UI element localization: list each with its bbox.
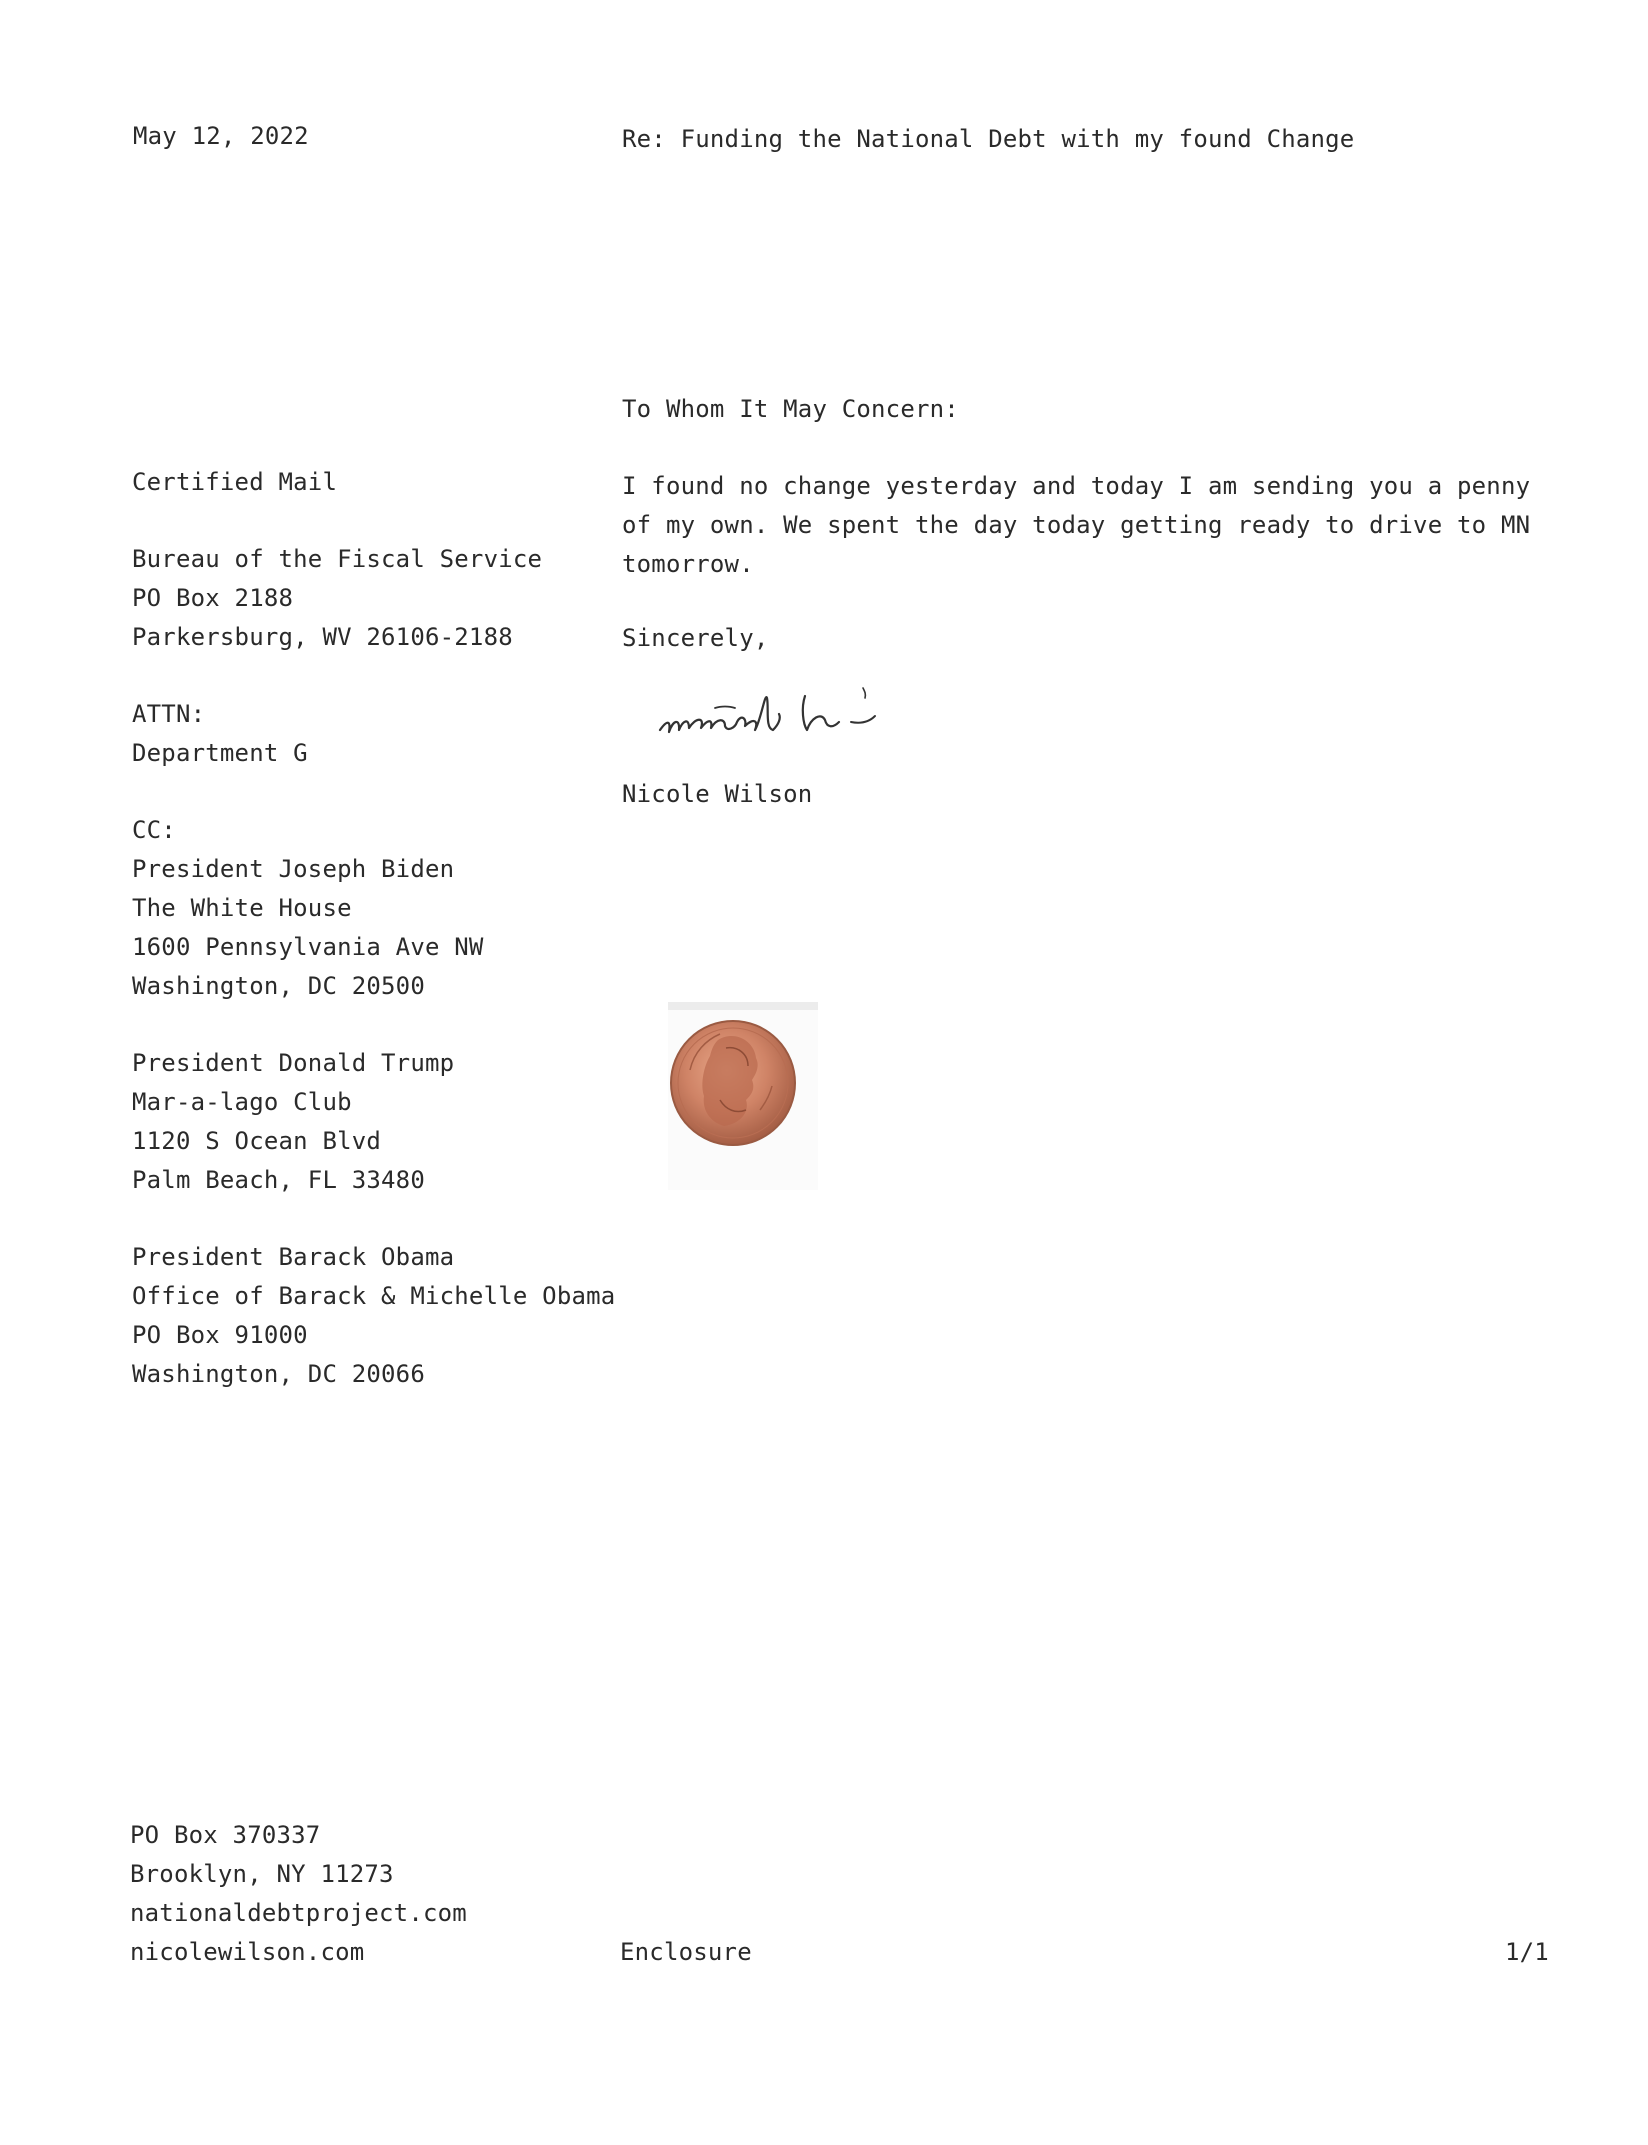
address-line: PO Box 2188 bbox=[132, 584, 294, 612]
penny-icon bbox=[660, 1000, 830, 1195]
cc-line: 1120 S Ocean Blvd bbox=[132, 1127, 382, 1155]
cc-line: Washington, DC 20066 bbox=[132, 1360, 425, 1388]
cc-recipient bbox=[132, 1238, 615, 1394]
signature-icon bbox=[655, 668, 985, 768]
cc-recipient bbox=[132, 850, 615, 1006]
salutation: To Whom It May Concern: bbox=[622, 395, 959, 423]
letter-date: May 12, 2022 bbox=[133, 122, 309, 150]
body-line: tomorrow. bbox=[622, 550, 754, 578]
letter-body bbox=[622, 467, 1530, 584]
enclosure-label: Enclosure bbox=[620, 1938, 752, 1966]
attn-label: ATTN: bbox=[132, 700, 206, 728]
cc-line: President Donald Trump bbox=[132, 1049, 455, 1077]
signer-name: Nicole Wilson bbox=[622, 780, 813, 808]
cc-line: Palm Beach, FL 33480 bbox=[132, 1166, 425, 1194]
cc-line: President Barack Obama bbox=[132, 1243, 455, 1271]
footer-line: Brooklyn, NY 11273 bbox=[130, 1860, 394, 1888]
recipient-address bbox=[132, 540, 615, 657]
address-line: Bureau of the Fiscal Service bbox=[132, 545, 543, 573]
signature bbox=[655, 668, 985, 768]
body-line: of my own. We spent the day today getting ready to drive to MN bbox=[622, 511, 1531, 539]
cc-line: PO Box 91000 bbox=[132, 1321, 308, 1349]
mail-type: Certified Mail bbox=[132, 468, 338, 496]
body-line: I found no change yesterday and today I am sending you a penny bbox=[622, 472, 1531, 500]
cc-label: CC: bbox=[132, 816, 176, 844]
address-column bbox=[132, 463, 615, 1394]
page-number: 1/1 bbox=[1505, 1938, 1549, 1966]
cc-line: Washington, DC 20500 bbox=[132, 972, 425, 1000]
cc-recipient bbox=[132, 1044, 615, 1200]
cc-line: Mar-a-lago Club bbox=[132, 1088, 352, 1116]
cc-line: President Joseph Biden bbox=[132, 855, 455, 883]
cc-line: 1600 Pennsylvania Ave NW bbox=[132, 933, 484, 961]
footer-website[interactable]: nationaldebtproject.com bbox=[130, 1899, 467, 1927]
address-line: Parkersburg, WV 26106-2188 bbox=[132, 623, 513, 651]
letter-subject: Re: Funding the National Debt with my found Change bbox=[622, 125, 1355, 153]
cc-line: The White House bbox=[132, 894, 352, 922]
footer-website[interactable]: nicolewilson.com bbox=[130, 1938, 365, 1966]
closing: Sincerely, bbox=[622, 624, 769, 652]
attn-value: Department G bbox=[132, 739, 308, 767]
cc-line: Office of Barack & Michelle Obama bbox=[132, 1282, 616, 1310]
footer-address bbox=[130, 1816, 467, 1972]
footer-line: PO Box 370337 bbox=[130, 1821, 321, 1849]
